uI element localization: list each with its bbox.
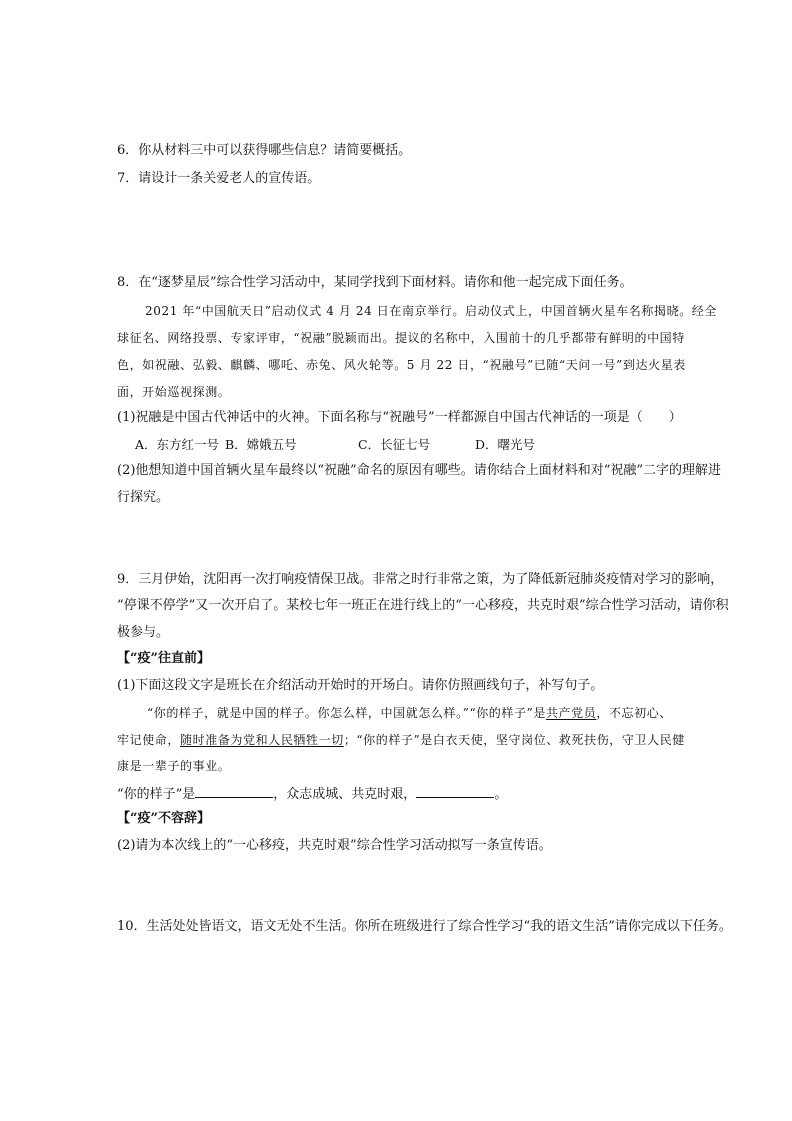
q9-quote-line-2-a: 牢记使命，: [117, 733, 181, 747]
q9-quote-line-1-b: ，不忘初心、: [596, 706, 672, 720]
q9-fill-middle: ，众志成城、共克时艰，: [273, 787, 417, 802]
q9-section-heading-2: 【“疫”不容辞】: [117, 811, 210, 826]
q9-subquestion-2: (2)请为本次线上的“一心移疫，共克时艰”综合性学习活动拟写一条宣传语。: [117, 838, 552, 853]
q9-quote-line-1: [147, 704, 672, 722]
q9-quote-underlined-2: 随时准备为党和人民牺牲一切: [180, 733, 344, 747]
q9-quote-line-1-a: “你的样子，就是中国的样子。你怎么样，中国就怎么样。”“你的样子”是: [147, 706, 546, 720]
question-7: 7．请设计一条关爱老人的宣传语。: [117, 171, 321, 186]
q8-material-line-1: 2021 年“中国航天日”启动仪式 4 月 24 日在南京举行。启动仪式上，中国首辆火星车名称揭晓。经全: [145, 304, 717, 318]
q9-quote-line-2-b: ；“你的样子”是白衣天使，坚守岗位、救死扶伤，守卫人民健: [343, 733, 685, 747]
q8-material-line-4: 面，开始巡视探测。: [117, 385, 231, 399]
q9-section-heading-1: 【“疫”往直前】: [117, 651, 210, 666]
question-9-line-1: 9．三月伊始，沈阳再一次打响疫情保卫战。非常之时行非常之策，为了降低新冠肺炎疫情对学习的影响，: [117, 572, 724, 587]
question-9-line-3: 极参与。: [117, 625, 170, 640]
q8-subquestion-1: (1)祝融是中国古代神话中的火神。下面名称与“祝融号”一样都源自中国古代神话的一项是（ ）: [117, 410, 682, 425]
question-9-line-2: “停课不停学”又一次开启了。某校七年一班正在进行线上的“一心移疫，共克时艰”综合性学习活动，请你积: [117, 598, 729, 613]
question-10: 10．生活处处皆语文，语文无处不生活。你所在班级进行了综合性学习“我的语文生活”请你完成以下任务。: [117, 919, 732, 934]
q8-option-c: C．长征七号: [358, 437, 431, 452]
q9-blank-2[interactable]: [416, 784, 494, 798]
q9-quote-line-2: [117, 731, 685, 749]
q9-fill-in-line: [117, 784, 507, 804]
q9-fill-suffix: 。: [494, 787, 508, 802]
q9-blank-1[interactable]: [195, 784, 273, 798]
q8-option-a: A．东方红一号: [135, 437, 220, 452]
q8-option-b: B．嫦娥五号: [225, 437, 297, 452]
q9-quote-underlined-1: 共产党员: [545, 706, 597, 720]
q8-material-line-2: 球征名、网络投票、专家评审，“祝融”脱颖而出。提议的名称中，入围前十的几乎都带有鲜明的中国特: [117, 331, 685, 345]
question-8-intro: 8．在“逐梦星辰”综合性学习活动中，某同学找到下面材料。请你和他一起完成下面任务。: [117, 275, 633, 290]
q8-subquestion-2-line-1: (2)他想知道中国首辆火星车最终以“祝融”命名的原因有哪些。请你结合上面材料和对“祝融”二字的理解进: [117, 463, 721, 478]
q9-fill-prefix: “你的样子”是: [117, 787, 196, 802]
q9-quote-line-3: 康是一辈子的事业。: [117, 759, 231, 773]
q8-material-line-3: 色，如祝融、弘毅、麒麟、哪吒、赤兔、风火轮等。5 月 22 日，“祝融号”已随“天问一号”到达火星表: [117, 358, 686, 372]
q9-subquestion-1: (1)下面这段文字是班长在介绍活动开始时的开场白。请你仿照画线句子，补写句子。: [117, 678, 604, 693]
question-6: 6．你从材料三中可以获得哪些信息？请简要概括。: [117, 143, 412, 158]
q8-option-d: D．曙光号: [475, 437, 536, 452]
q8-subquestion-2-line-2: 行探究。: [117, 490, 170, 505]
